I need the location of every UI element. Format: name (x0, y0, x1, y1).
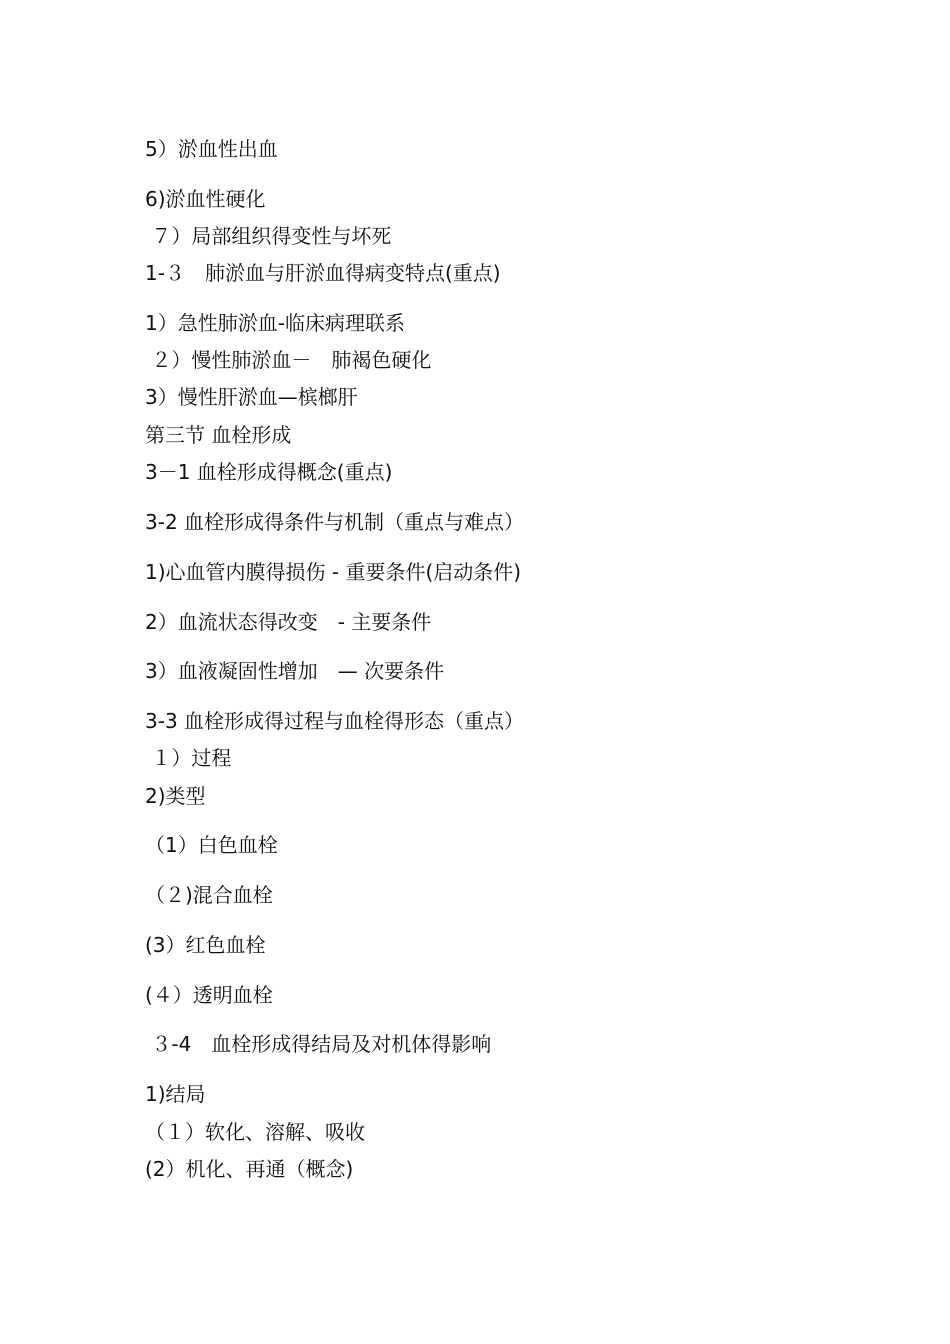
text-line: １）过程 (145, 746, 232, 770)
text-line: ２）慢性肺淤血－ 肺褐色硬化 (145, 348, 432, 372)
section-heading: 3-3 血栓形成得过程与血栓得形态（重点） (145, 709, 525, 733)
text-line: 1)心血管内膜得损伤 - 重要条件(启动条件) (145, 560, 522, 584)
chapter-heading: 第三节 血栓形成 (145, 423, 292, 447)
text-line: (４）透明血栓 (145, 983, 273, 1007)
text-line: 3）慢性肝淤血—槟榔肝 (145, 385, 358, 409)
text-line: 6)淤血性硬化 (145, 187, 266, 211)
section-heading: 3-2 血栓形成得条件与机制（重点与难点） (145, 510, 525, 534)
section-heading: ３-4 血栓形成得结局及对机体得影响 (145, 1032, 492, 1056)
text-line: 1）急性肺淤血-临床病理联系 (145, 311, 405, 335)
text-line: （１）软化、溶解、吸收 (145, 1120, 365, 1144)
text-line: 2）血流状态得改变 - 主要条件 (145, 610, 432, 634)
text-line: 2)类型 (145, 784, 206, 808)
section-heading: 3－1 血栓形成得概念(重点) (145, 460, 393, 484)
text-line: 5）淤血性出血 (145, 137, 278, 161)
text-line: 1)结局 (145, 1082, 206, 1106)
text-line: （1）白色血栓 (145, 833, 278, 857)
text-line: （２)混合血栓 (145, 883, 273, 907)
text-line: (3）红色血栓 (145, 933, 266, 957)
section-heading: 1-３ 肺淤血与肝淤血得病变特点(重点) (145, 261, 501, 285)
text-line: ７）局部组织得变性与坏死 (145, 224, 392, 248)
text-line: (2）机化、再通（概念) (145, 1157, 354, 1181)
text-line: 3）血液凝固性增加 — 次要条件 (145, 659, 445, 683)
